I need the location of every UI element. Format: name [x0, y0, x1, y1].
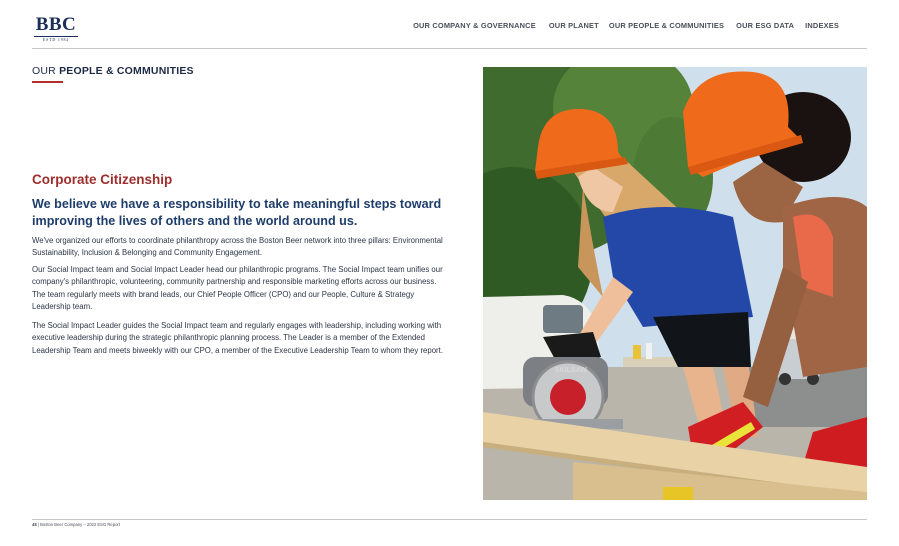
section-title-underline	[32, 81, 63, 83]
nav-our-company-governance[interactable]: OUR COMPANY & GOVERNANCE	[413, 21, 536, 30]
section-title	[32, 65, 194, 77]
body-paragraph-2: Our Social Impact team and Social Impact Leader head our philanthropic programs. The Social Impact team unifies our company's philanthropic, volunteering, community partnership and responsible marketing efforts across our business. The team regularly meets with brand leads, our Chief People Officer (CPO) and our People, Culture & Strategy Leadership team.	[32, 265, 443, 311]
company-logo[interactable]	[34, 16, 78, 42]
section-title-prefix: OUR	[32, 65, 56, 77]
nav-indexes[interactable]: INDEXES	[805, 21, 839, 30]
logo-established: ESTD 1984	[34, 36, 78, 42]
saw-brand-label: SKILSAW	[555, 367, 587, 374]
page-footer	[32, 522, 120, 527]
body-paragraph-1: We've organized our efforts to coordinate philanthropy across the Boston Beer network into three pillars: Environmental Sustainability, Inclusion & Belonging and Community Engagement.	[32, 236, 443, 258]
footer-text: Boston Beer Company – 2022 ESG Report	[40, 522, 120, 527]
nav-our-planet[interactable]: OUR PLANET	[548, 21, 599, 30]
page-heading: Corporate Citizenship	[32, 172, 173, 187]
volunteers-photo	[483, 67, 867, 500]
page-number: 48	[32, 522, 37, 527]
sep-icon: |	[37, 522, 39, 527]
logo-wordmark: BBC	[35, 14, 77, 35]
nav-our-people-communities[interactable]: OUR PEOPLE & COMMUNITIES	[608, 21, 725, 30]
page-subheading: We believe we have a responsibility to take meaningful steps toward improving the lives of others and the world around us.	[32, 197, 442, 228]
footer-divider	[32, 519, 867, 520]
nav-our-esg-data[interactable]: OUR ESG DATA	[736, 21, 795, 30]
body-paragraph-3: The Social Impact Leader guides the Social Impact team and regularly engages with leadership, including working with executive leadership during the strategic philanthropic planning process. The Leader is a member of the Extended Leadership Team and meets biweekly with our CPO, a member of the Executive Leadership Team to whom they report.	[32, 321, 443, 355]
main-navigation	[413, 21, 839, 30]
section-title-bold: PEOPLE & COMMUNITIES	[59, 65, 194, 77]
header-divider	[32, 48, 867, 49]
